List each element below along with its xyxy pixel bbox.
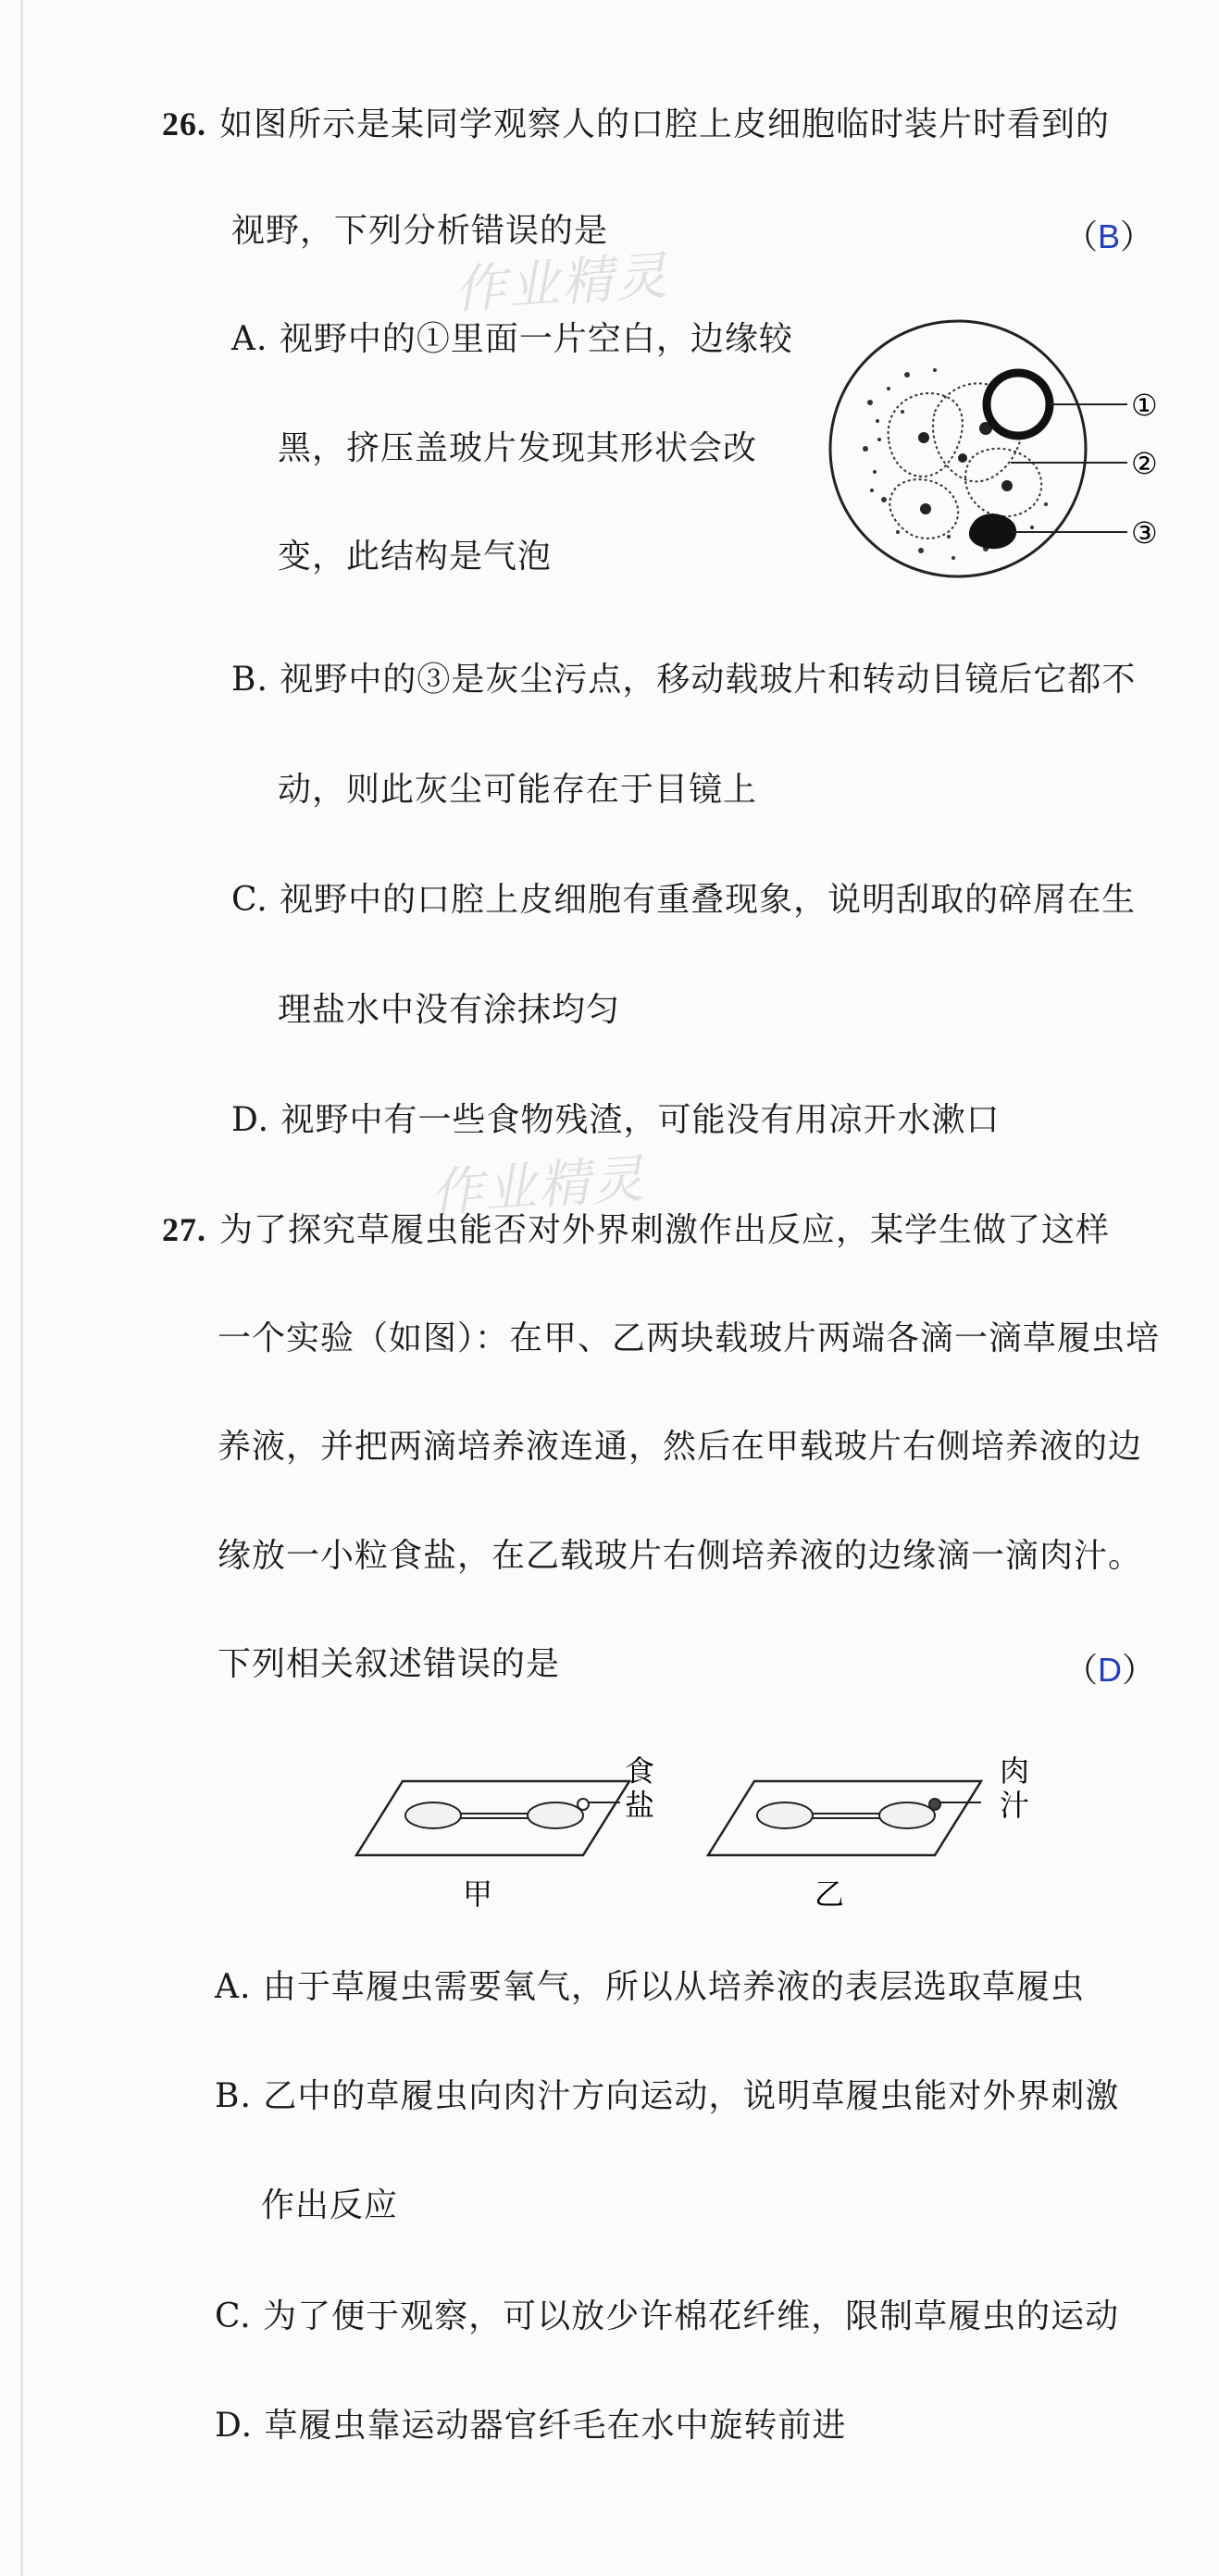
q26-option-c-line-1: C. 视野中的口腔上皮细胞有重叠现象，说明刮取的碎屑在生 xyxy=(231,881,1137,919)
q27-answer-bracket: （D） xyxy=(1064,1651,1156,1690)
q26-stem-line-2: 视野，下列分析错误的是 xyxy=(231,212,609,250)
q27-stem-line-3: 养液，并把两滴培养液连通，然后在甲载玻片右侧培养液的边 xyxy=(218,1428,1143,1466)
slides-figure xyxy=(342,1749,1064,1915)
q27-stem-line-5: 下列相关叙述错误的是 xyxy=(218,1645,561,1683)
q26-option-d-line-1: D. 视野中有一些食物残渣，可能没有用凉开水漱口 xyxy=(231,1101,1001,1139)
figure-label-1: ① xyxy=(1131,388,1158,423)
figure-label-3: ③ xyxy=(1131,515,1158,551)
figure-label-2: ② xyxy=(1131,446,1158,481)
q27-option-b-line-1: B. 乙中的草履虫向肉汁方向运动，说明草履虫能对外界刺激 xyxy=(215,2077,1120,2115)
q27-stem-line-4: 缘放一小粒食盐，在乙载玻片右侧培养液的边缘滴一滴肉汁。 xyxy=(218,1537,1143,1575)
q27-number: 27. xyxy=(162,1211,206,1248)
watermark: 作业精灵 xyxy=(429,1148,648,1225)
salt-label-top: 食 xyxy=(625,1753,655,1789)
q27-option-c-line-1: C. 为了便于观察，可以放少许棉花纤维，限制草履虫的运动 xyxy=(215,2297,1120,2335)
q26-option-a-line-2: 黑，挤压盖玻片发现其形状会改 xyxy=(278,429,758,467)
q27-option-d-line-1: D. 草履虫靠运动器官纤毛在水中旋转前进 xyxy=(215,2407,847,2445)
watermark: 作业精灵 xyxy=(452,245,671,322)
q26-option-b-line-2: 动，则此灰尘可能存在于目镜上 xyxy=(278,771,758,809)
slide-yi-caption: 乙 xyxy=(815,1876,845,1912)
q27-option-b-line-2: 作出反应 xyxy=(261,2186,399,2224)
q27-stem-line-1: 27. 为了探究草履虫能否对外界刺激作出反应，某学生做了这样 xyxy=(162,1211,1111,1249)
q26-option-b-line-1: B. 视野中的③是灰尘污点，移动载玻片和转动目镜后它都不 xyxy=(231,661,1137,699)
q27-answer: D xyxy=(1098,1651,1123,1689)
q26-number: 26. xyxy=(162,105,206,142)
q26-option-c-line-2: 理盐水中没有涂抹均匀 xyxy=(278,991,621,1029)
juice-label-top: 肉 xyxy=(1000,1753,1030,1789)
q26-stem-line-1: 26. 如图所示是某同学观察人的口腔上皮细胞临时装片时看到的 xyxy=(162,105,1111,143)
q27-stem-line-2: 一个实验（如图）：在甲、乙两块载玻片两端各滴一滴草履虫培 xyxy=(218,1319,1161,1357)
q27-option-a-line-1: A. 由于草履虫需要氧气，所以从培养液的表层选取草履虫 xyxy=(215,1968,1085,2006)
q26-option-a-line-1: A. 视野中的①里面一片空白，边缘较 xyxy=(231,320,793,358)
salt-label-bottom: 盐 xyxy=(625,1788,655,1823)
page-edge-shadow xyxy=(20,0,23,2576)
juice-label-bottom: 汁 xyxy=(1000,1788,1030,1823)
microscope-field-figure xyxy=(833,319,1166,588)
slide-jia-caption: 甲 xyxy=(463,1876,493,1912)
q26-option-a-line-3: 变，此结构是气泡 xyxy=(278,538,553,576)
q26-answer: B xyxy=(1098,217,1121,255)
q26-answer-bracket: （B） xyxy=(1064,217,1154,256)
